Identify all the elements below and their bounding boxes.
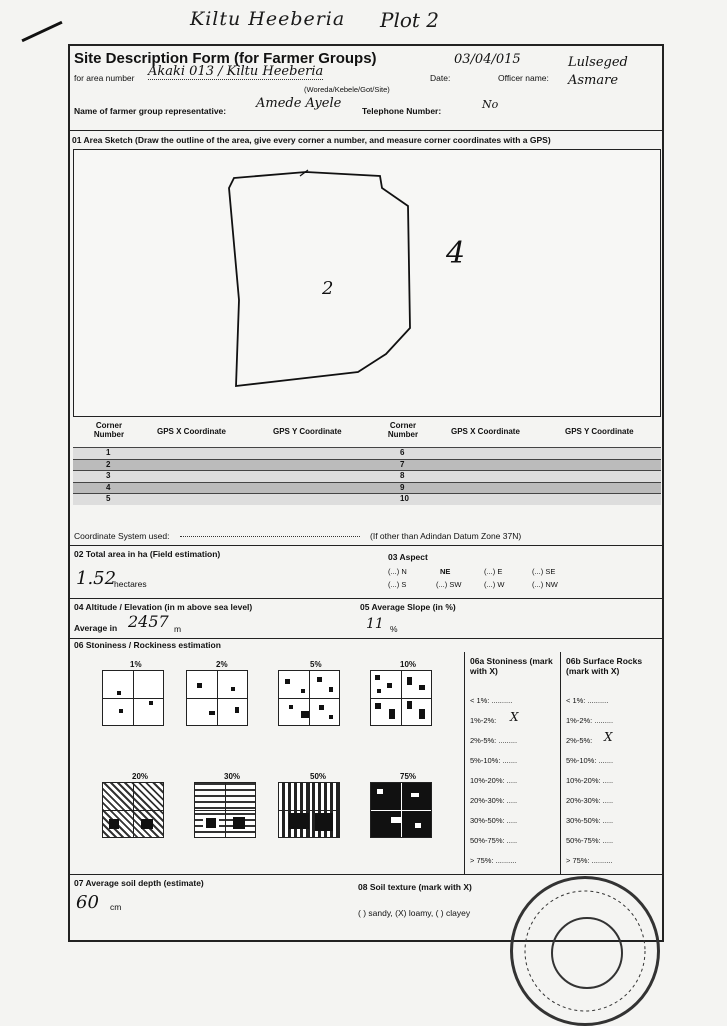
stoniness-diagram-50pct xyxy=(278,782,340,838)
stoniness-option-marked[interactable]: 1%-2%: xyxy=(470,716,497,725)
surface-rocks-option[interactable]: 5%-10%: ....... xyxy=(566,756,614,765)
handwritten-plot-number: Plot 2 xyxy=(380,8,440,32)
surface-rocks-mark: X xyxy=(604,730,613,744)
surface-rocks-option[interactable]: > 75%: .......... xyxy=(566,856,613,865)
coordinate-system-label: Coordinate System used: xyxy=(74,531,170,541)
stoniness-pct-75: 75% xyxy=(400,772,417,781)
area-sketch-box[interactable] xyxy=(73,149,661,417)
soil-depth-label: 07 Average soil depth (estimate) xyxy=(74,878,204,888)
stoniness-label: 06 Stoniness / Rockiness estimation xyxy=(74,640,221,650)
stoniness-mark: X xyxy=(510,710,519,724)
table-row[interactable]: 5 10 xyxy=(73,493,661,505)
aspect-e[interactable]: (...) E xyxy=(484,567,503,576)
average-slope-label: 05 Average Slope (in %) xyxy=(360,602,456,612)
table-row[interactable]: 2 7 xyxy=(73,459,661,471)
gps-x-header-right: GPS X Coordinate xyxy=(451,427,520,436)
table-row[interactable]: 4 9 xyxy=(73,482,661,494)
aspect-w[interactable]: (...) W xyxy=(484,580,505,589)
stoniness-diagram-5pct xyxy=(278,670,340,726)
surface-rocks-option[interactable]: 50%-75%: ..... xyxy=(566,836,614,845)
corner-number-header-left: Corner Number xyxy=(93,421,125,439)
stoniness-option[interactable]: 5%-10%: ....... xyxy=(470,756,518,765)
handwritten-site-name: Kiltu Heeberia xyxy=(190,8,346,30)
representative-label: Name of farmer group representative: xyxy=(74,106,227,116)
stoniness-pct-10: 10% xyxy=(400,660,417,669)
average-slope-value[interactable]: 11 xyxy=(366,616,384,632)
gps-coordinates-table xyxy=(73,417,661,505)
surface-rocks-option[interactable]: 20%-30%: ..... xyxy=(566,796,614,805)
stoniness-option[interactable]: 2%-5%: ......... xyxy=(470,736,518,745)
date-value[interactable]: 03/04/015 xyxy=(454,52,521,67)
altitude-label: 04 Altitude / Elevation (in m above sea level) xyxy=(74,602,253,612)
surface-rocks-column-title: 06b Surface Rocks (mark with X) xyxy=(566,656,643,676)
gps-y-header-right: GPS Y Coordinate xyxy=(565,427,634,436)
stoniness-pct-20: 20% xyxy=(132,772,149,781)
telephone-label: Telephone Number: xyxy=(362,106,442,116)
table-row[interactable]: 1 6 xyxy=(73,447,661,459)
soil-depth-value[interactable]: 60 xyxy=(76,892,99,913)
stoniness-option[interactable]: 10%-20%: ..... xyxy=(470,776,518,785)
stoniness-pct-2: 2% xyxy=(216,660,228,669)
coordinate-system-note: (If other than Adindan Datum Zone 37N) xyxy=(370,531,522,541)
surface-rocks-option[interactable]: 10%-20%: ..... xyxy=(566,776,614,785)
stoniness-option[interactable]: 50%-75%: ..... xyxy=(470,836,518,845)
area-number-label: for area number xyxy=(74,73,135,83)
aspect-se[interactable]: (...) SE xyxy=(532,567,556,576)
altitude-unit: m xyxy=(174,624,182,634)
total-area-unit: hectares xyxy=(114,579,147,589)
total-area-value[interactable]: 1.52 xyxy=(76,568,117,589)
representative-value[interactable]: Amede Ayele xyxy=(256,96,342,111)
officer-name-label: Officer name: xyxy=(498,73,549,83)
area-number-value[interactable]: Akaki 013 / Kiltu Heeberia xyxy=(148,64,324,79)
stoniness-diagram-75pct xyxy=(370,782,432,838)
table-row[interactable]: 3 8 xyxy=(73,470,661,482)
aspect-ne-marked[interactable]: NE xyxy=(440,567,451,576)
stoniness-diagram-2pct xyxy=(186,670,248,726)
stoniness-option[interactable]: 20%-30%: ..... xyxy=(470,796,518,805)
sketch-corner-label-2: 2 xyxy=(322,278,334,299)
site-description-form xyxy=(68,44,664,942)
stoniness-pct-50: 50% xyxy=(310,772,327,781)
stoniness-column-title: 06a Stoniness (mark with X) xyxy=(470,656,553,676)
aspect-s[interactable]: (...) S xyxy=(388,580,407,589)
official-stamp-seal xyxy=(510,876,660,1026)
soil-texture-options[interactable]: ( ) sandy, (X) loamy, ( ) clayey xyxy=(358,908,471,918)
corner-number-header-right: Corner Number xyxy=(387,421,419,439)
stoniness-pct-5: 5% xyxy=(310,660,322,669)
check-mark-icon xyxy=(21,21,62,42)
total-area-label: 02 Total area in ha (Field estimation) xyxy=(74,549,221,559)
aspect-sw[interactable]: (...) SW xyxy=(436,580,462,589)
gps-y-header-left: GPS Y Coordinate xyxy=(273,427,342,436)
aspect-label: 03 Aspect xyxy=(388,552,428,562)
gps-table-header xyxy=(73,417,661,447)
stoniness-option[interactable]: < 1%: .......... xyxy=(470,696,513,705)
telephone-value[interactable]: No xyxy=(482,98,499,111)
altitude-value[interactable]: 2457 xyxy=(128,612,169,631)
stoniness-diagram-10pct xyxy=(370,670,432,726)
surface-rocks-option[interactable]: < 1%: .......... xyxy=(566,696,609,705)
sketch-title: 01 Area Sketch (Draw the outline of the area, give every corner a number, and measure corner coordinates with a GPS) xyxy=(72,135,551,145)
surface-rocks-option[interactable]: 1%-2%: ......... xyxy=(566,716,614,725)
gps-x-header-left: GPS X Coordinate xyxy=(157,427,226,436)
stoniness-diagram-30pct xyxy=(194,782,256,838)
stoniness-option[interactable]: > 75%: .......... xyxy=(470,856,517,865)
stoniness-pct-1: 1% xyxy=(130,660,142,669)
officer-name-value[interactable]: Lulseged Asmare xyxy=(568,55,628,88)
stoniness-diagram-20pct xyxy=(102,782,164,838)
field-outline-drawing xyxy=(74,150,660,416)
soil-depth-unit: cm xyxy=(110,902,122,912)
aspect-nw[interactable]: (...) NW xyxy=(532,580,558,589)
altitude-average-label: Average in xyxy=(74,623,118,633)
stoniness-option[interactable]: 30%-50%: ..... xyxy=(470,816,518,825)
woreda-label: (Woreda/Kebele/Got/Site) xyxy=(304,85,390,94)
sketch-corner-label-4: 4 xyxy=(446,236,466,271)
date-label: Date: xyxy=(430,73,451,83)
surface-rocks-option-marked[interactable]: 2%-5%: xyxy=(566,736,593,745)
coordinate-system-field[interactable] xyxy=(180,536,360,537)
aspect-n[interactable]: (...) N xyxy=(388,567,407,576)
soil-texture-label: 08 Soil texture (mark with X) xyxy=(358,882,472,892)
stoniness-diagram-1pct xyxy=(102,670,164,726)
surface-rocks-option[interactable]: 30%-50%: ..... xyxy=(566,816,614,825)
average-slope-unit: % xyxy=(390,624,398,634)
stoniness-pct-30: 30% xyxy=(224,772,241,781)
form-title: Site Description Form (for Farmer Groups) xyxy=(74,50,377,67)
